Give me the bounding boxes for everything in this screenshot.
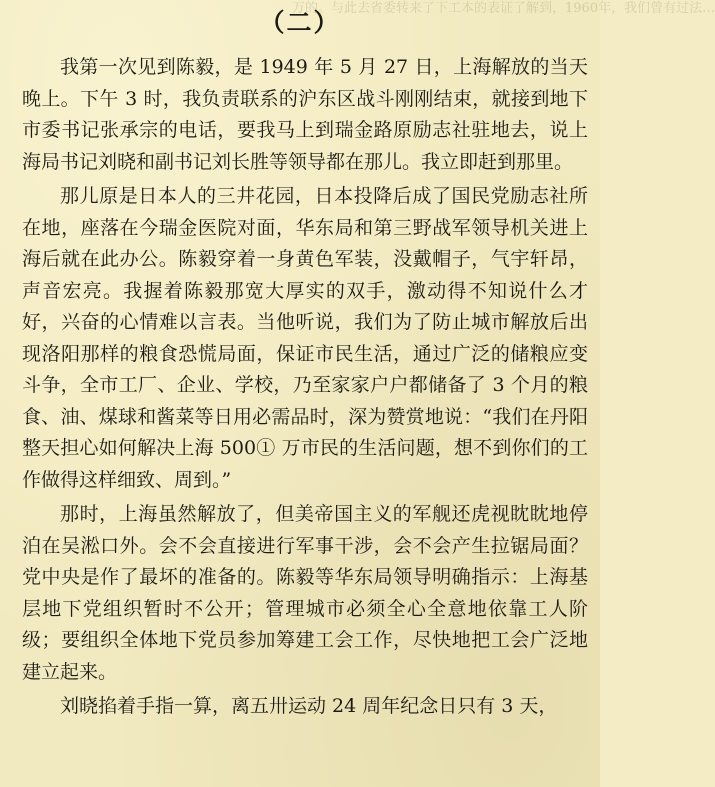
body-text	[22, 52, 588, 726]
paragraph-1: 我第一次见到陈毅，是 1949 年 5 月 27 日，上海解放的当天晚上。下午 3 时，我负责联系的沪东区战斗刚刚结束，就接到地下市委书记张承宗的电话，要我马上到瑞金路原励志社驻地去，说上海局书记刘晓和副书记刘长胜等领导都在那儿。我立即赶到那里。	[22, 56, 588, 173]
paragraph-4: 刘晓掐着手指一算，离五卅运动 24 周年纪念日只有 3 天，	[60, 695, 558, 717]
section-heading: （二）	[259, 8, 341, 37]
bleed-through-text: 万的。与此去省委转来了下工本的表证了解到，1960年，我们曾有过法…	[292, 1, 715, 16]
paragraph-2: 那儿原是日本人的三井花园，日本投降后成了国民党励志社所在地，座落在今瑞金医院对面，华东局和第三野战军领导机关进上海后就在此办公。陈毅穿着一身黄色军装，没戴帽子，气宇轩昂，声音宏亮。我握着陈毅那宽大厚实的双手，激动得不知说什么才好，兴奋的心情难以言表。当他听说，我们为了防止城市解放后出现洛阳那样的粮食恐慌局面，保证市民生活，通过广泛的储粮应变斗争，全市工厂、企业、学校，乃至家家户户都储备了 3 个月的粮食、油、煤球和酱菜等日用必需品时，深为赞赏地说：“我们在丹阳整天担心如何解决上海 500① 万市民的生活问题，想不到你们的工作做得这样细致、周到。”	[22, 185, 588, 491]
paragraph-3: 那时，上海虽然解放了，但美帝国主义的军舰还虎视眈眈地停泊在吴淞口外。会不会直接进行军事干涉，会不会产生拉锯局面？党中央是作了最坏的准备的。陈毅等华东局领导明确指示：上海基层地下党组织暂时不公开；管理城市必须全心全意地依靠工人阶级；要组织全体地下党员参加筹建工会工作，尽快地把工会广泛地建立起来。	[22, 503, 588, 683]
